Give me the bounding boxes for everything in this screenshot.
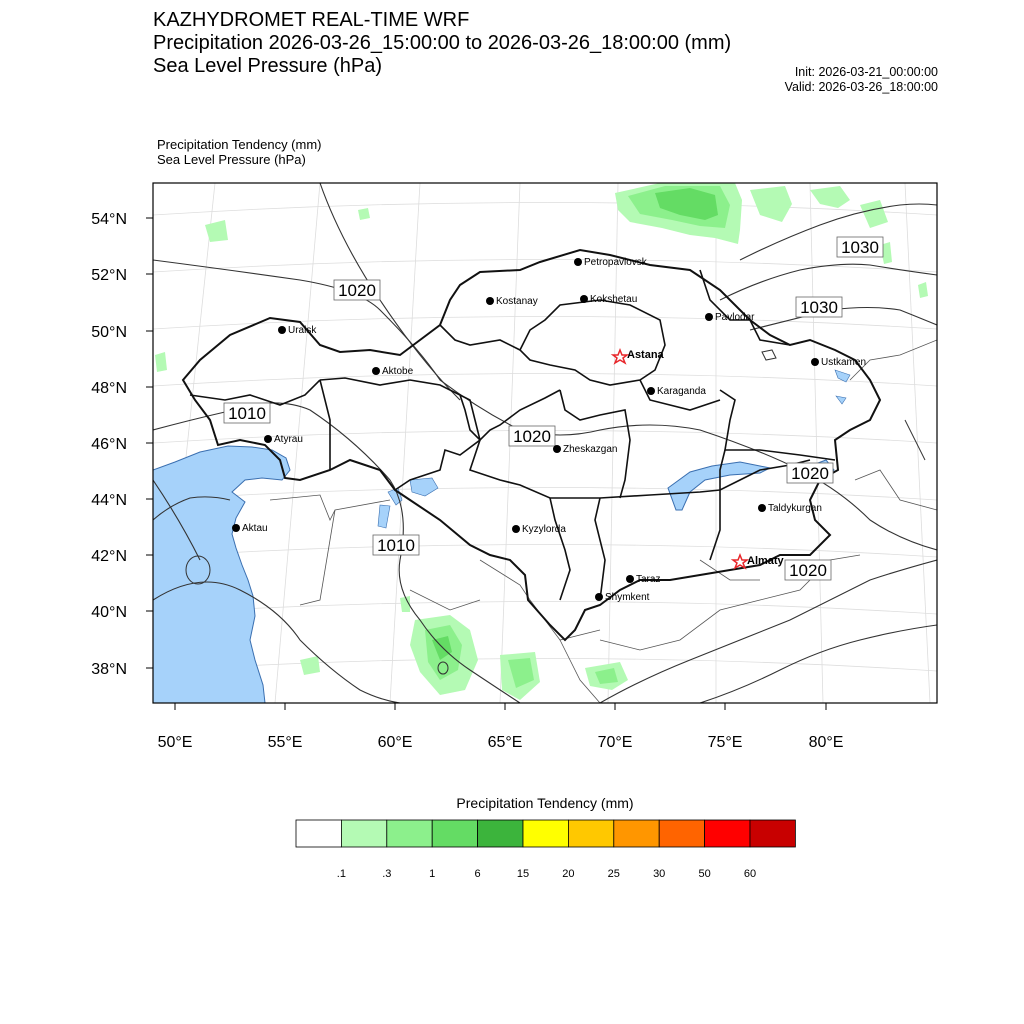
title-line-2: Precipitation 2026-03-26_15:00:00 to 2026-03-26_18:00:00 (mm)	[153, 32, 732, 54]
longitude-labels	[158, 734, 844, 751]
lon-label: 65°E	[487, 734, 523, 751]
isobar-label	[373, 535, 419, 555]
svg-text:Uralsk: Uralsk	[288, 325, 317, 336]
colorbar-swatch	[750, 820, 795, 847]
isobar-label	[334, 280, 380, 300]
svg-text:Zheskazgan: Zheskazgan	[563, 444, 618, 455]
lon-label: 55°E	[267, 734, 303, 751]
init-time: Init: 2026-03-21_00:00:00	[794, 65, 938, 79]
plot-subtitle-2: Sea Level Pressure (hPa)	[157, 152, 306, 167]
colorbar-swatch	[341, 820, 386, 847]
latitude-labels	[91, 211, 127, 678]
svg-text:Ustkamen: Ustkamen	[821, 357, 867, 368]
city-marker	[574, 257, 648, 268]
colorbar-swatch	[659, 820, 704, 847]
title-line-1: KAZHYDROMET REAL-TIME WRF	[153, 9, 470, 31]
svg-text:Kokshetau: Kokshetau	[590, 294, 638, 305]
colorbar-label: 50	[698, 868, 711, 880]
svg-text:1020: 1020	[338, 281, 376, 300]
colorbar-swatch	[614, 820, 659, 847]
lon-label: 60°E	[377, 734, 413, 751]
isobar-label	[796, 297, 842, 317]
svg-text:1010: 1010	[377, 536, 415, 555]
svg-text:Aktau: Aktau	[242, 523, 268, 534]
lat-label: 46°N	[91, 436, 127, 453]
colorbar-label: 60	[743, 868, 757, 880]
colorbar-label: 20	[562, 868, 575, 880]
lon-label: 50°E	[157, 734, 193, 751]
svg-text:Kyzylorda: Kyzylorda	[522, 524, 566, 535]
lat-label: 48°N	[91, 380, 127, 397]
city-marker	[553, 444, 617, 455]
isobar-label	[787, 463, 833, 483]
svg-text:1030: 1030	[800, 298, 838, 317]
colorbar-swatch	[568, 820, 613, 847]
svg-text:Petropavlovsk: Petropavlovsk	[584, 257, 647, 268]
colorbar	[296, 820, 795, 880]
colorbar-label: .1	[336, 868, 346, 880]
svg-text:1020: 1020	[513, 427, 551, 446]
lat-label: 44°N	[91, 492, 127, 509]
svg-text:Taldykurgan: Taldykurgan	[768, 503, 822, 514]
svg-text:Taraz: Taraz	[636, 574, 661, 585]
svg-text:Karaganda: Karaganda	[657, 386, 706, 397]
isobar-label	[224, 403, 270, 423]
colorbar-swatch	[387, 820, 432, 847]
svg-text:Almaty: Almaty	[747, 555, 784, 567]
lat-label: 38°N	[91, 661, 127, 678]
colorbar-swatch	[432, 820, 477, 847]
isobar-label	[785, 560, 831, 580]
svg-text:1020: 1020	[789, 561, 827, 580]
svg-text:Pavlodar: Pavlodar	[715, 312, 755, 323]
colorbar-label: 6	[474, 868, 481, 880]
colorbar-label: 15	[516, 868, 530, 880]
colorbar-label: 30	[653, 868, 666, 880]
lon-label: 80°E	[808, 734, 844, 751]
lon-label: 70°E	[597, 734, 633, 751]
svg-text:Atyrau: Atyrau	[274, 434, 303, 445]
lon-label: 75°E	[707, 734, 743, 751]
colorbar-label: 1	[429, 868, 436, 880]
svg-text:Astana: Astana	[627, 349, 664, 361]
lat-label: 42°N	[91, 548, 127, 565]
colorbar-swatch	[523, 820, 568, 847]
lat-label: 50°N	[91, 324, 127, 341]
svg-text:1020: 1020	[791, 464, 829, 483]
plot-subtitle-1: Precipitation Tendency (mm)	[157, 137, 322, 152]
svg-text:Aktobe: Aktobe	[382, 366, 414, 377]
colorbar-swatch	[705, 820, 750, 847]
colorbar-label: 25	[607, 868, 620, 880]
colorbar-label: .3	[382, 868, 392, 880]
isobar-label	[509, 426, 555, 446]
svg-text:1010: 1010	[228, 404, 266, 423]
isobar-label	[837, 237, 883, 257]
valid-time: Valid: 2026-03-26_18:00:00	[784, 80, 938, 94]
colorbar-title: Precipitation Tendency (mm)	[456, 795, 634, 811]
svg-text:Kostanay: Kostanay	[496, 296, 538, 307]
lat-label: 52°N	[91, 267, 127, 284]
lat-label: 54°N	[91, 211, 127, 228]
lat-label: 40°N	[91, 604, 127, 621]
colorbar-swatch	[296, 820, 341, 847]
svg-text:1030: 1030	[841, 238, 879, 257]
svg-text:Shymkent: Shymkent	[605, 592, 650, 603]
colorbar-swatch	[478, 820, 523, 847]
title-line-3: Sea Level Pressure (hPa)	[153, 55, 383, 77]
city-marker	[758, 503, 822, 514]
